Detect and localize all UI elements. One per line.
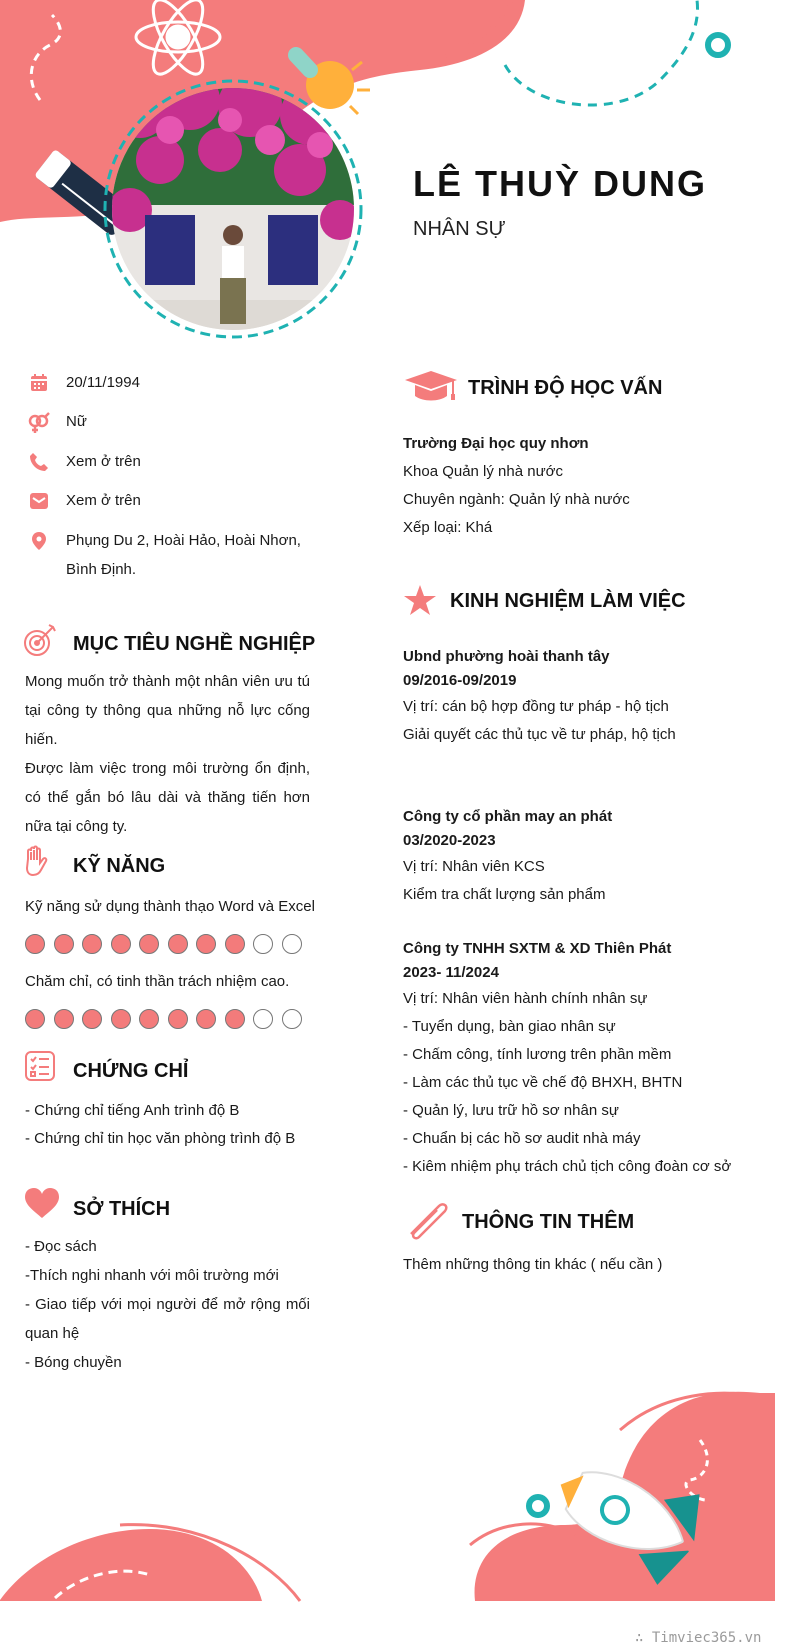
extra-title: THÔNG TIN THÊM (462, 1211, 635, 1233)
certificate-item: - Chứng chỉ tin học văn phòng trình độ B (25, 1130, 296, 1147)
job-line: Vị trí: cán bộ hợp đồng tư pháp - hộ tịch (403, 698, 669, 715)
job-title: NHÂN SỰ (413, 218, 506, 240)
job-line: - Quản lý, lưu trữ hồ sơ nhân sự (403, 1102, 619, 1119)
email-icon (26, 491, 52, 517)
rating-dot-filled (168, 934, 188, 954)
footer-decoration (0, 1340, 800, 1652)
hobby-item: -Thích nghi nhanh với môi trường mới (25, 1267, 279, 1284)
job-company: Ubnd phường hoài thanh tây (403, 648, 610, 665)
teal-ring (708, 35, 728, 55)
objective-paragraph: Mong muốn trở thành một nhân viên ưu tú tại công ty thông qua những nỗ lực cống hiến. (25, 673, 310, 748)
info-birthdate (26, 373, 326, 399)
address-text: Phụng Du 2, Hoài Hảo, Hoài Nhơn, Bình Định. (66, 532, 301, 578)
certificates-title: CHỨNG CHỈ (73, 1060, 189, 1082)
rating-dot-filled (25, 1009, 45, 1029)
rating-dot-filled (82, 1009, 102, 1029)
calendar-icon (26, 373, 52, 399)
phone-text: Xem ở trên (66, 453, 141, 470)
target-icon (23, 623, 57, 662)
rating-dot-filled (196, 934, 216, 954)
education-line: Chuyên ngành: Quản lý nhà nước (403, 491, 630, 508)
job-line: Vị trí: Nhân viên KCS (403, 858, 545, 875)
checklist-icon (24, 1050, 56, 1087)
hobby-item: - Bóng chuyền (25, 1354, 122, 1371)
hobby-item: - Đọc sách (25, 1238, 97, 1255)
rating-dot-filled (25, 934, 45, 954)
rating-dot-empty (282, 934, 302, 954)
job-line: Kiểm tra chất lượng sản phẩm (403, 886, 606, 903)
rating-dot-empty (253, 934, 273, 954)
email-text: Xem ở trên (66, 492, 141, 509)
job-period: 03/2020-2023 (403, 832, 496, 849)
graduation-cap-icon (403, 370, 459, 411)
paperclip-icon (405, 1200, 451, 1245)
job-company: Công ty cổ phần may an phát (403, 808, 613, 825)
rating-dot-filled (139, 1009, 159, 1029)
job-line: - Tuyển dụng, bàn giao nhân sự (403, 1018, 616, 1035)
rating-dot-filled (54, 1009, 74, 1029)
rating-dot-filled (54, 934, 74, 954)
watermark: ∴ Timviec365.vn (635, 1630, 762, 1646)
candidate-name: LÊ THUỲ DUNG (413, 163, 707, 204)
footer-blob-left (0, 1529, 262, 1601)
rating-dot-empty (253, 1009, 273, 1029)
job-line: - Chuẩn bị các hồ sơ audit nhà máy (403, 1130, 641, 1147)
skill-label: Chăm chỉ, có tinh thần trách nhiệm cao. (25, 973, 290, 990)
job-line: - Làm các thủ tục về chế độ BHXH, BHTN (403, 1074, 683, 1091)
location-pin-icon (26, 531, 52, 557)
hand-icon (24, 845, 48, 882)
info-gender (26, 412, 326, 438)
skill-label: Kỹ năng sử dụng thành thạo Word và Excel (25, 898, 315, 915)
hobby-item: - Giao tiếp với mọi người để mở rộng mối quan hệ (25, 1296, 310, 1342)
rating-dot-filled (196, 1009, 216, 1029)
job-line: - Chấm công, tính lương trên phần mềm (403, 1046, 672, 1063)
experience-title: KINH NGHIỆM LÀM VIỆC (450, 590, 686, 612)
info-address (26, 531, 326, 584)
education-title: TRÌNH ĐỘ HỌC VẤN (468, 377, 663, 399)
job-line: Giải quyết các thủ tục về tư pháp, hộ tịch (403, 726, 676, 743)
rating-dot-filled (225, 934, 245, 954)
extra-text: Thêm những thông tin khác ( nếu cần ) (403, 1256, 663, 1273)
certificate-item: - Chứng chỉ tiếng Anh trình độ B (25, 1102, 240, 1119)
objective-title: MỤC TIÊU NGHỀ NGHIỆP (73, 633, 316, 655)
gender-text: Nữ (66, 413, 87, 430)
objective-paragraph: Được làm việc trong môi trường ổn định, có thể gắn bó lâu dài và thăng tiến hơn nữa tại công ty. (25, 760, 310, 835)
school-name: Trường Đại học quy nhơn (403, 435, 589, 452)
skills-title: KỸ NĂNG (73, 855, 166, 877)
phone-icon (26, 452, 52, 478)
rating-dot-filled (168, 1009, 188, 1029)
rating-dot-filled (82, 934, 102, 954)
rating-dot-filled (225, 1009, 245, 1029)
heart-icon (24, 1187, 60, 1224)
hobbies-list (25, 1232, 310, 1377)
footer-teal-ring (529, 1497, 547, 1515)
birthdate-text: 20/11/1994 (66, 374, 140, 391)
rating-dot-empty (282, 1009, 302, 1029)
job-company: Công ty TNHH SXTM & XD Thiên Phát (403, 940, 672, 957)
info-phone (26, 452, 326, 478)
objective-text (25, 667, 310, 841)
job-period: 2023- 11/2024 (403, 964, 499, 981)
rating-dot-filled (139, 934, 159, 954)
skill-rating (25, 1009, 302, 1029)
education-line: Xếp loại: Khá (403, 519, 493, 536)
rating-dot-filled (111, 934, 131, 954)
job-line: - Kiêm nhiệm phụ trách chủ tịch công đoàn cơ sở (403, 1158, 732, 1175)
skill-rating (25, 934, 302, 954)
star-icon (403, 584, 437, 621)
rating-dot-filled (111, 1009, 131, 1029)
hobbies-title: SỞ THÍCH (73, 1198, 171, 1220)
dashed-loop-right (505, 0, 698, 105)
job-line: Vị trí: Nhân viên hành chính nhân sự (403, 990, 648, 1007)
info-email (26, 491, 326, 517)
education-line: Khoa Quản lý nhà nước (403, 463, 563, 480)
job-period: 09/2016-09/2019 (403, 672, 517, 689)
gender-icon (26, 412, 52, 438)
